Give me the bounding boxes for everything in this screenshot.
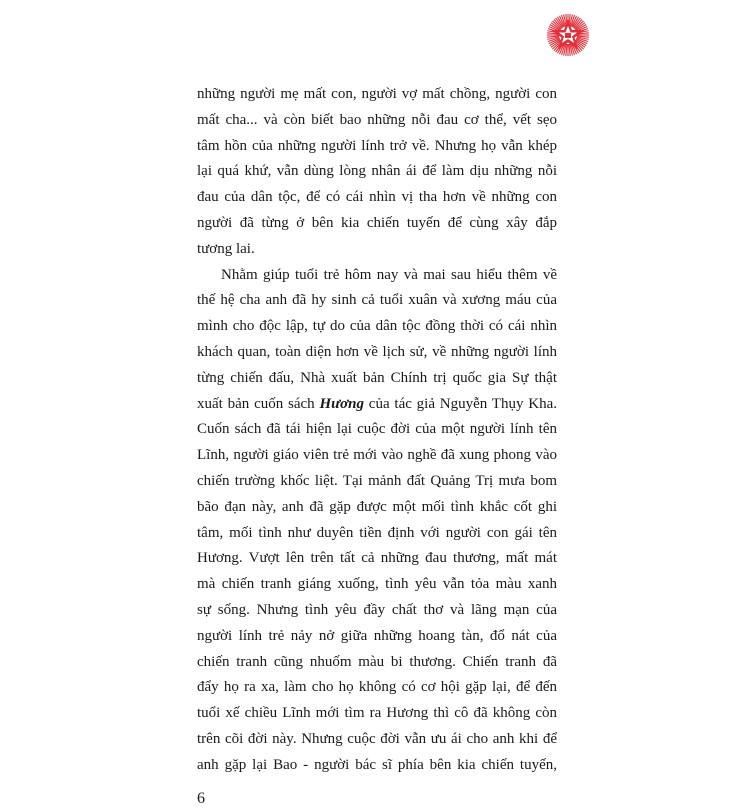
text-line-book-title xyxy=(197,392,557,418)
text-line: người lính trẻ nảy nở giữa những hoang tàn, đổ nát của xyxy=(197,627,557,644)
paragraph-1 xyxy=(197,82,557,263)
publisher-star-logo-icon xyxy=(545,12,591,58)
text-line: Lĩnh, người giáo viên trẻ mới vào nghề đã xung phong vào xyxy=(197,447,557,464)
text-line: tâm, mối tình như duyên tiền định với người con gái tên xyxy=(197,524,557,541)
page-body-text xyxy=(197,82,557,779)
text-segment: của tác giả Nguyễn Thụy Kha. xyxy=(364,395,558,412)
text-line: sự sống. Nhưng tình yêu đầy chất thơ và lãng mạn của xyxy=(197,601,557,618)
text-line: anh gặp lại Bao - người bác sĩ phía bên kia chiến tuyến, xyxy=(197,756,557,773)
text-line: từng chiến đấu, Nhà xuất bản Chính trị quốc gia Sự thật xyxy=(197,369,557,386)
text-line: tâm hồn của những người lính trở về. Nhưng họ vẫn khép xyxy=(197,137,557,154)
text-line: bão đạn này, anh đã gặp được một mối tình khắc cốt ghi xyxy=(197,498,557,515)
text-line: trên cõi đời này. Nhưng cuộc đời vẫn ưu ái cho anh khi để xyxy=(197,730,557,747)
text-line: mà chiến tranh giáng xuống, tình yêu vẫn tỏa màu xanh xyxy=(197,576,557,593)
text-line: chiến trường khốc liệt. Tại mảnh đất Quảng Trị mưa bom xyxy=(197,472,557,489)
paragraph-2 xyxy=(197,263,557,779)
text-line: lại quá khứ, vẫn dùng lòng nhân ái để làm dịu những nỗi xyxy=(197,163,557,180)
text-line: tương lai. xyxy=(197,240,255,257)
text-line: đẩy họ ra xa, làm cho họ không có cơ hội gặp lại, để đến xyxy=(197,679,557,696)
page-column xyxy=(197,82,557,809)
text-line: mất cha... và còn biết bao những nỗi đau cơ thể, vết sẹo xyxy=(197,111,557,128)
text-line: thế hệ cha anh đã hy sinh cả tuổi xuân và xương máu của xyxy=(197,292,557,309)
text-line: khách quan, toàn diện hơn về lịch sử, về những người lính xyxy=(197,343,557,360)
text-line: mình cho độc lập, tự do của dân tộc đồng thời có cái nhìn xyxy=(197,318,557,335)
page-number: 6 xyxy=(197,789,205,807)
text-line: Nhằm giúp tuổi trẻ hôm nay và mai sau hiểu thêm về xyxy=(221,266,557,283)
text-line: tuổi xế chiều Lĩnh mới tìm ra Hương thì cô đã không còn xyxy=(197,705,557,722)
text-line: người đã từng ở bên kia chiến tuyến để cùng xây đắp xyxy=(197,214,557,231)
text-line: chiến tranh cũng nhuốm màu bi thương. Chiến tranh đã xyxy=(197,653,557,670)
text-line: đau của dân tộc, để có cái nhìn vị tha hơn về những con xyxy=(197,189,557,206)
text-segment: xuất bản cuốn sách xyxy=(197,395,320,412)
book-title: Hương xyxy=(319,395,365,412)
text-line: những người mẹ mất con, người vợ mất chồng, người con xyxy=(197,86,557,102)
text-line: Hương. Vượt lên trên tất cả những đau thương, mất mát xyxy=(197,550,557,567)
text-line: Cuốn sách đã tái hiện lại cuộc đời của một người lính tên xyxy=(197,421,557,438)
